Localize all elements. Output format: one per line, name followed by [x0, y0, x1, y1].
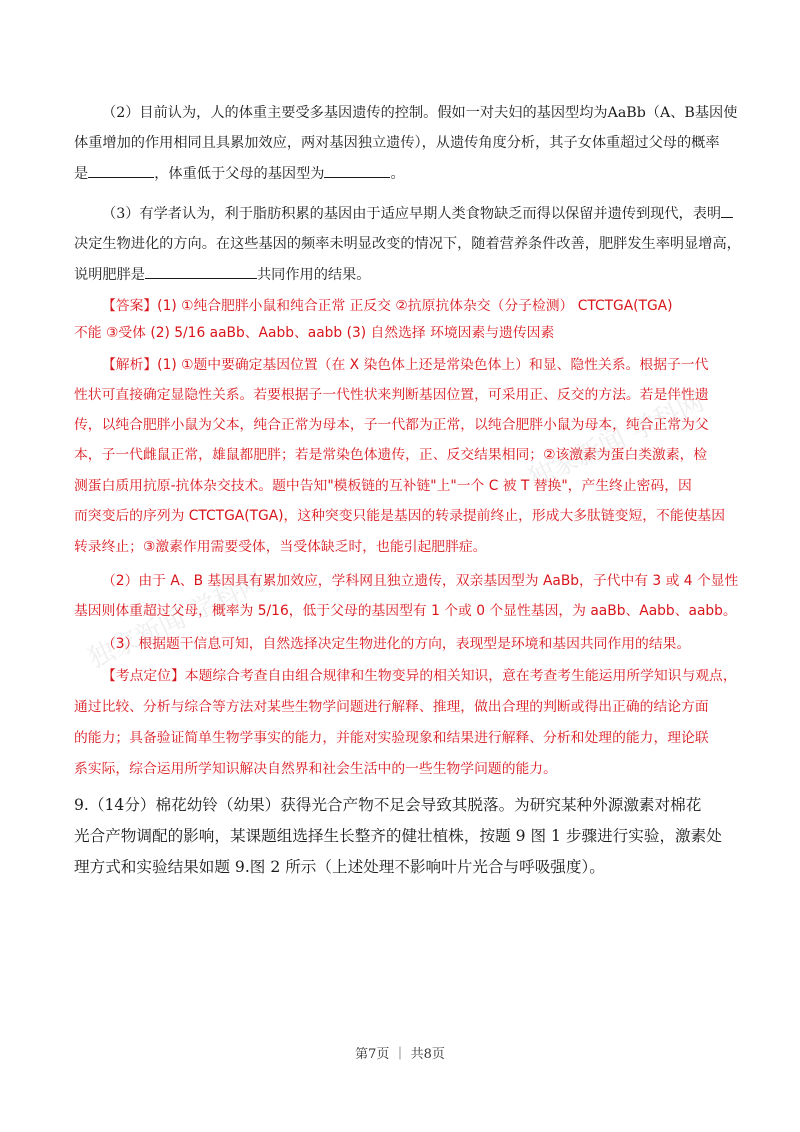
q2-text: ，体重低于父母的基因型为	[154, 166, 325, 182]
kaodian-line: 【考点定位】本题综合考查自由组合规律和生物变异的相关知识，意在考查考生能运用所学知识与观点，	[102, 668, 737, 684]
analysis-line: 性状可直接确定显隐性关系。若要根据子一代性状来判断基因位置，可采用正、反交的方法。若是伴性遗	[74, 387, 709, 403]
q3-line-1	[102, 203, 734, 224]
q9-line: 光合产物调配的影响，某课题组选择生长整齐的健壮植株，按题 9 图 1 步骤进行实验，激素处	[74, 827, 722, 845]
q3-text: 说明肥胖是	[74, 267, 145, 283]
watermark: 独家新闻 学科网	[83, 566, 269, 675]
analysis-line: 传，以纯合肥胖小鼠为父本，纯合正常为母本，子一代都为正常，以纯合肥胖小鼠为母本，纯合正常为父	[74, 417, 709, 433]
analysis-line: （2）由于 A、B 基因具有累加效应，学科网且独立遗传，双亲基因型为 AaBb，子代中有 3 或 4 个显性	[102, 573, 739, 589]
analysis-line: （3）根据题干信息可知，自然选择决定生物进化的方向，表现型是环境和基因共同作用的结果。	[102, 636, 691, 652]
answer-line-2: 不能 ③受体 (2) 5/16 aaBb、Aabb、aabb (3) 自然选择 环境因素与遗传因素	[74, 325, 555, 341]
q2-line-1: （2）目前认为，人的体重主要受多基因遗传的控制。假如一对夫妇的基因型均为AaBb（A、B基因使	[102, 105, 738, 121]
q3-text: （3）有学者认为，利于脂肪积累的基因由于适应早期人类食物缺乏而得以保留并遗传到现代，表明	[102, 206, 722, 222]
kaodian-line: 通过比较、分析与综合等方法对某些生物学问题进行解释、推理，做出合理的判断或得出正确的结论方面	[74, 699, 709, 715]
q3-line-2: 决定生物进化的方向。在这些基因的频率未明显改变的情况下，随着营养条件改善，肥胖发生率明显增高，	[74, 236, 741, 252]
answer-blank	[324, 163, 390, 178]
kaodian-line: 系实际，综合运用所学知识解决自然界和社会生活中的一些生物学问题的能力。	[74, 761, 557, 777]
q2-text: 。	[390, 166, 405, 182]
analysis-line: 本，子一代雌鼠正常，雄鼠都肥胖；若是常染色体遗传，正、反交结果相同；②该激素为蛋白类激素，检	[74, 447, 708, 463]
kaodian-line: 的能力；具备验证简单生物学事实的能力，并能对实验现象和结果进行解释、分析和处理的能力，理论联	[74, 730, 709, 746]
analysis-line: 而突变后的序列为 CTCTGA(TGA)，这种突变只能是基因的转录提前终止，形成大多肽链变短，不能使基因	[74, 508, 726, 524]
answer-line-1: 【答案】(1) ①纯合肥胖小鼠和纯合正常 正反交 ②抗原抗体杂交（分子检测） CTCTGA(TGA)	[102, 298, 673, 314]
page-footer: 第7页 ｜ 共8页	[355, 1047, 445, 1062]
analysis-line: 【解析】(1) ①题中要确定基因位置（在 X 染色体上还是常染色体上）和显、隐性关系。根据子一代	[102, 357, 709, 373]
q2-line-2: 体重增加的作用相同且具累加效应，两对基因独立遗传），从遗传角度分析，其子女体重超过父母的概率	[74, 135, 720, 151]
answer-blank	[721, 203, 733, 218]
q2-line-3	[74, 163, 734, 184]
q3-line-3	[74, 264, 734, 285]
q9-line: 理方式和实验结果如题 9.图 2 所示（上述处理不影响叶片光合与呼吸强度）。	[74, 858, 605, 876]
answer-blank	[88, 163, 154, 178]
q3-text: 共同作用的结果。	[256, 267, 371, 283]
analysis-line: 测蛋白质用抗原-抗体杂交技术。题中告知"模板链的互补链"上"一个 C 被 T 替换"，产生终止密码，因	[74, 478, 692, 494]
q2-text: 是	[74, 166, 89, 182]
q9-line: 9.（14分）棉花幼铃（幼果）获得光合产物不足会导致其脱落。为研究某种外源激素对棉花	[74, 796, 702, 814]
watermark: 独家新闻 学科网	[523, 386, 709, 495]
answer-blank	[145, 264, 257, 279]
analysis-line: 转录终止；③激素作用需要受体，当受体缺乏时，也能引起肥胖症。	[74, 539, 487, 555]
analysis-line: 基因则体重超过父母，概率为 5/16，低于父母的基因型有 1 个或 0 个显性基因，为 aaBb、Aabb、aabb。	[74, 603, 737, 619]
